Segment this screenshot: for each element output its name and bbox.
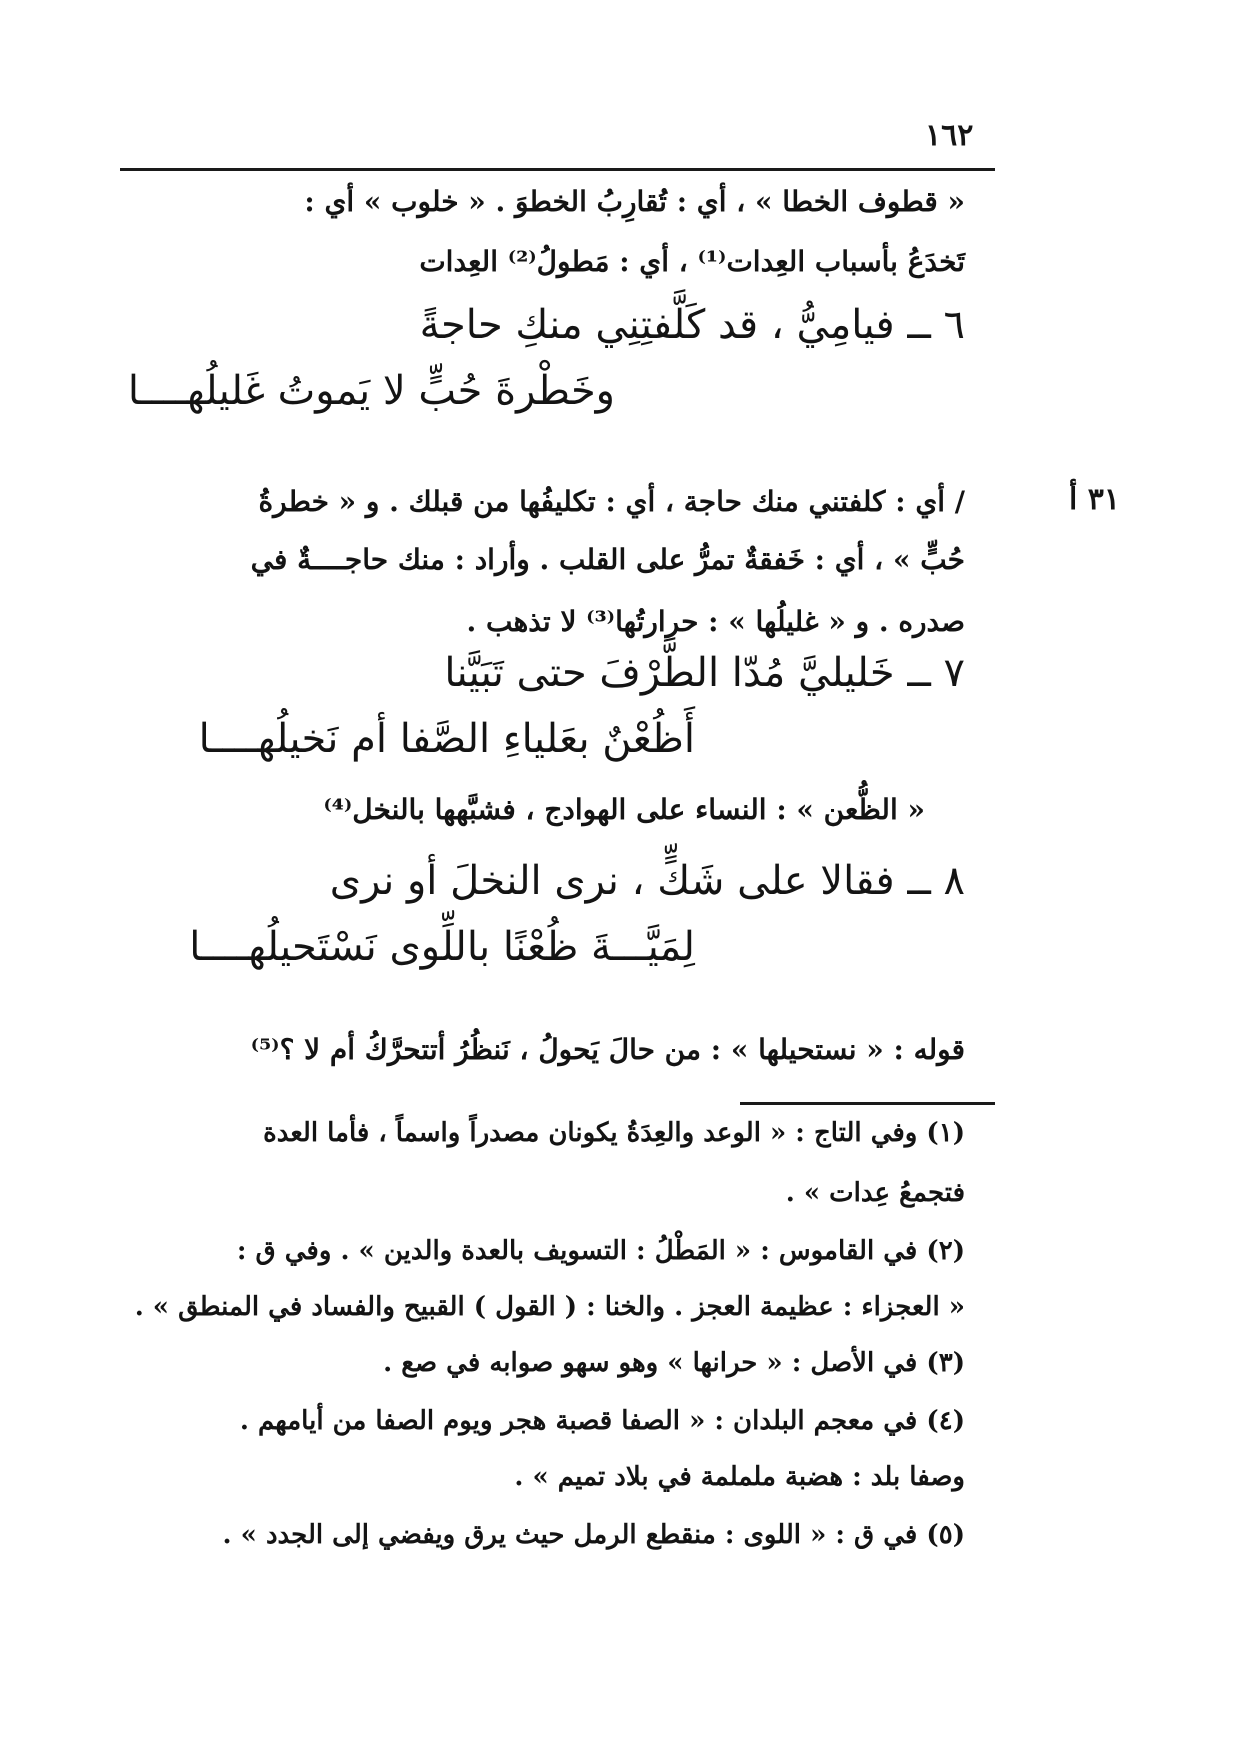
commentary-line: صدره . و « غليلُها » : حرارتُها⁽³⁾ لا تذهب . [466, 605, 965, 638]
footnote-line: « العجزاء : عظيمة العجز . والخنا : ( القول ) القبيح والفساد في المنطق » . [134, 1292, 965, 1322]
verse-hemistich-second: وخَطْرةَ حُبٍّ لا يَموتُ غَليلُهــــا [127, 368, 615, 414]
commentary-line: « الظُّعن » : النساء على الهوادج ، فشبَّهها بالنخل⁽⁴⁾ [323, 793, 925, 826]
commentary-line: حُبٍّ » ، أي : خَفقةٌ تمرُّ على القلب . وأراد : منك حاجــــةٌ في [250, 543, 965, 576]
footnote-rule [740, 1102, 995, 1105]
commentary-line: « قطوف الخطا » ، أي : تُقارِبُ الخطوَ . « خلوب » أي : [304, 185, 965, 218]
footnote-line: (٤) في معجم البلدان : « الصفا قصبة هجر ويوم الصفا من أيامهم . [239, 1406, 965, 1436]
verse-hemistich-first: ٨ ــ فقالا على شَكٍّ ، نرى النخلَ أو نرى [329, 858, 965, 904]
verse-hemistich-second: أَظُعْنٌ بعَلياءِ الصَّفا أم نَخيلُهــــا [198, 716, 695, 762]
commentary-line: / أي : كلفتني منك حاجة ، أي : تكليفُها من قبلك . و « خطرةُ [258, 485, 965, 518]
footnote-line: (٣) في الأصل : « حرانها » وهو سهو صوابه في صع . [383, 1348, 965, 1378]
footnote-line: فتجمعُ عِدات » . [785, 1178, 965, 1208]
commentary-line: قوله : « نستحيلها » : من حالَ يَحولُ ، نَنظُرُ أتتحرَّكُ أم لا ؟⁽⁵⁾ [250, 1033, 965, 1066]
footnote-line: (٥) في ق : « اللوى : منقطع الرمل حيث يرق ويفضي إلى الجدد » . [222, 1520, 965, 1550]
footnote-line: (٢) في القاموس : « المَطْلُ : التسويف بالعدة والدين » . وفي ق : [236, 1236, 965, 1266]
verse-hemistich-second: لِمَيَّـــةَ ظُعْنًا باللِّوى نَسْتَحيلُهــــا [189, 924, 695, 970]
verse-hemistich-first: ٦ ــ فيامِيُّ ، قد كَلَّفتِنِي منكِ حاجةً [419, 302, 965, 348]
commentary-line: تَخدَعُ بأسباب العِدات⁽¹⁾ ، أي : مَطولُ⁽²⁾ العِدات [419, 245, 965, 278]
page-number: ١٦٢ [925, 118, 974, 153]
footnote-line: وصفا بلد : هضبة ململمة في بلاد تميم » . [514, 1462, 965, 1492]
header-rule [120, 168, 995, 171]
verse-hemistich-first: ٧ ــ خَليليَّ مُدّا الطَّرْفَ حتى تَبَيَّنا [444, 650, 965, 696]
margin-folio-reference: ٣١ أ [1068, 482, 1120, 517]
footnote-line: (١) وفي التاج : « الوعد والعِدَةُ يكونان مصدراً واسماً ، فأما العدة [263, 1118, 965, 1148]
